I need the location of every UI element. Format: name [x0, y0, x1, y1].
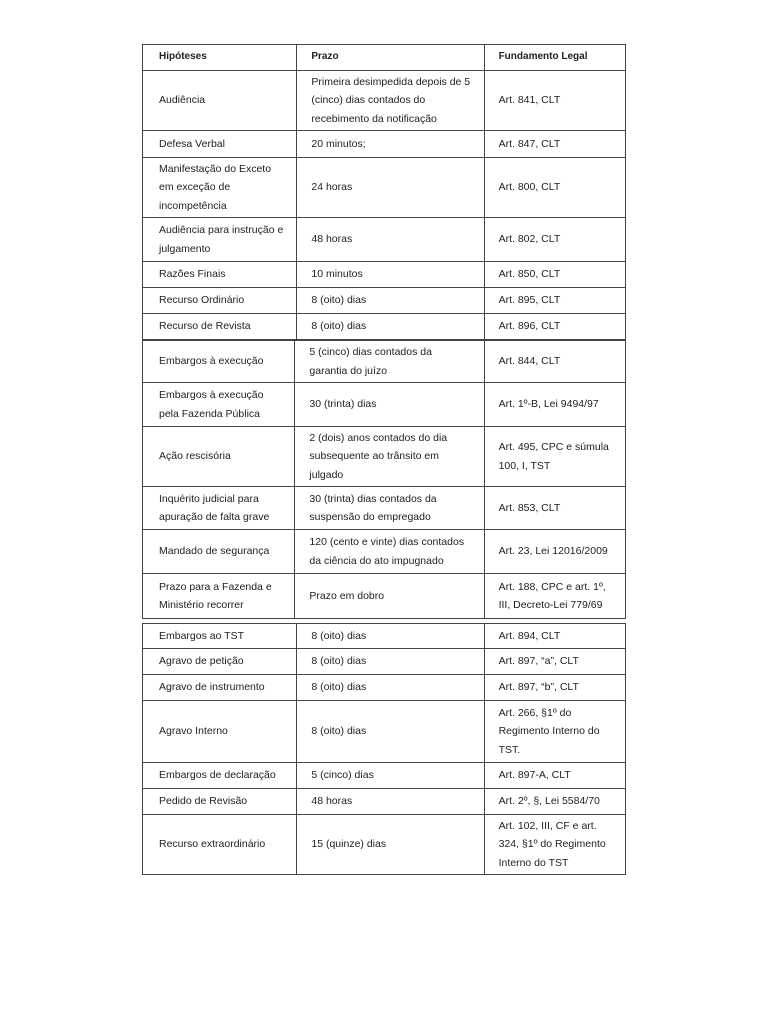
hipotese-cell: Audiência para instrução e julgamento [159, 224, 284, 255]
table-row [142, 314, 626, 340]
fundamento-cell: Art. 847, CLT [484, 131, 625, 157]
fundamento-cell: Art. 895, CLT [484, 288, 625, 313]
hipotese-cell: Mandado de segurança [159, 545, 270, 558]
prazo-cell: 30 (trinta) dias [294, 383, 483, 426]
hipotese-cell: Embargos de declaração [159, 769, 276, 782]
fundamento-cell: Art. 1º-B, Lei 9494/97 [484, 383, 625, 426]
prazo-cell: 10 minutos [296, 262, 483, 287]
fundamento-cell: Art. 853, CLT [484, 487, 625, 529]
prazo-cell: 8 (oito) dias [296, 314, 483, 339]
table-row [142, 530, 626, 574]
fundamento-cell: Art. 188, CPC e art. 1º, III, Decreto-Lei 779/69 [484, 574, 625, 618]
prazo-cell: 8 (oito) dias [296, 701, 483, 762]
fundamento-cell: Art. 800, CLT [484, 158, 625, 217]
fundamento-cell: Art. 102, III, CF e art. 324, §1º do Regimento Interno do TST [484, 815, 625, 874]
table-row [142, 218, 626, 262]
fundamento-cell: Art. 850, CLT [484, 262, 625, 287]
prazo-cell: 8 (oito) dias [296, 288, 483, 313]
table-row [142, 288, 626, 314]
table-row [142, 815, 626, 875]
table-row [142, 649, 626, 675]
fundamento-cell: Art. 844, CLT [484, 341, 625, 382]
legal-deadlines-table [142, 44, 626, 875]
prazo-cell: 24 horas [296, 158, 483, 217]
hipotese-cell: Inquérito judicial para apuração de falta grave [159, 492, 270, 523]
prazo-cell: Primeira desimpedida depois de 5 (cinco) dias contados do recebimento da notificação [296, 71, 483, 130]
hipotese-cell: Recurso de Revista [159, 320, 251, 333]
hipotese-cell: Embargos à execução pela Fazenda Pública [159, 389, 264, 420]
fundamento-cell: Art. 23, Lei 12016/2009 [484, 530, 625, 573]
prazo-cell: 15 (quinze) dias [296, 815, 483, 874]
table-row [142, 701, 626, 763]
prazo-cell: 8 (oito) dias [296, 649, 483, 674]
header-fundamento-legal: Fundamento Legal [484, 45, 625, 70]
prazo-cell: 30 (trinta) dias contados da suspensão do empregado [294, 487, 483, 529]
table-row [142, 574, 626, 619]
prazo-cell: 48 horas [296, 789, 483, 814]
table-row [142, 675, 626, 701]
fundamento-cell: Art. 2º, §, Lei 5584/70 [484, 789, 625, 814]
table-row [142, 383, 626, 427]
table-row [142, 158, 626, 218]
table-header-row [142, 44, 626, 71]
prazo-cell: 120 (cento e vinte) dias contados da ciência do ato impugnado [294, 530, 483, 573]
header-prazo: Prazo [296, 45, 483, 70]
table-row [142, 763, 626, 789]
table-row [142, 340, 626, 383]
table-row [142, 487, 626, 530]
fundamento-cell: Art. 896, CLT [484, 314, 625, 339]
prazo-cell: Prazo em dobro [294, 574, 483, 618]
prazo-cell: 8 (oito) dias [296, 624, 483, 648]
fundamento-cell: Art. 495, CPC e súmula 100, I, TST [484, 427, 625, 486]
fundamento-cell: Art. 894, CLT [484, 624, 625, 648]
hipotese-cell: Razões Finais [159, 268, 226, 281]
prazo-cell: 48 horas [296, 218, 483, 261]
hipotese-cell: Manifestação do Exceto em exceção de incompetência [159, 162, 272, 212]
hipotese-cell: Recurso Ordinário [159, 294, 245, 307]
hipotese-cell: Agravo de petição [159, 655, 244, 668]
prazo-cell: 20 minutos; [296, 131, 483, 157]
prazo-cell: 2 (dois) anos contados do dia subsequente ao trânsito em julgado [294, 427, 483, 486]
hipotese-cell: Audiência [159, 94, 206, 107]
hipotese-cell: Prazo para a Fazenda e Ministério recorrer [159, 580, 272, 611]
table-row [142, 71, 626, 131]
hipotese-cell: Ação rescisória [159, 450, 231, 463]
hipotese-cell: Defesa Verbal [159, 137, 225, 150]
hipotese-cell: Recurso extraordinário [159, 838, 266, 851]
fundamento-cell: Art. 897, “a”, CLT [484, 649, 625, 674]
prazo-cell: 8 (oito) dias [296, 675, 483, 700]
hipotese-cell: Agravo de instrumento [159, 681, 265, 694]
fundamento-cell: Art. 841, CLT [484, 71, 625, 130]
table-row [142, 131, 626, 158]
table-row [142, 262, 626, 288]
fundamento-cell: Art. 897-A, CLT [484, 763, 625, 788]
table-row [142, 623, 626, 649]
hipotese-cell: Agravo Interno [159, 725, 228, 738]
prazo-cell: 5 (cinco) dias [296, 763, 483, 788]
hipotese-cell: Embargos ao TST [159, 629, 245, 642]
hipotese-cell: Pedido de Revisão [159, 795, 248, 808]
header-hipoteses: Hipóteses [159, 51, 207, 63]
hipotese-cell: Embargos à execução [159, 355, 264, 368]
fundamento-cell: Art. 266, §1º do Regimento Interno do TST. [484, 701, 625, 762]
fundamento-cell: Art. 802, CLT [484, 218, 625, 261]
fundamento-cell: Art. 897, “b”, CLT [484, 675, 625, 700]
table-row [142, 427, 626, 487]
prazo-cell: 5 (cinco) dias contados da garantia do juízo [294, 341, 483, 382]
table-row [142, 789, 626, 815]
